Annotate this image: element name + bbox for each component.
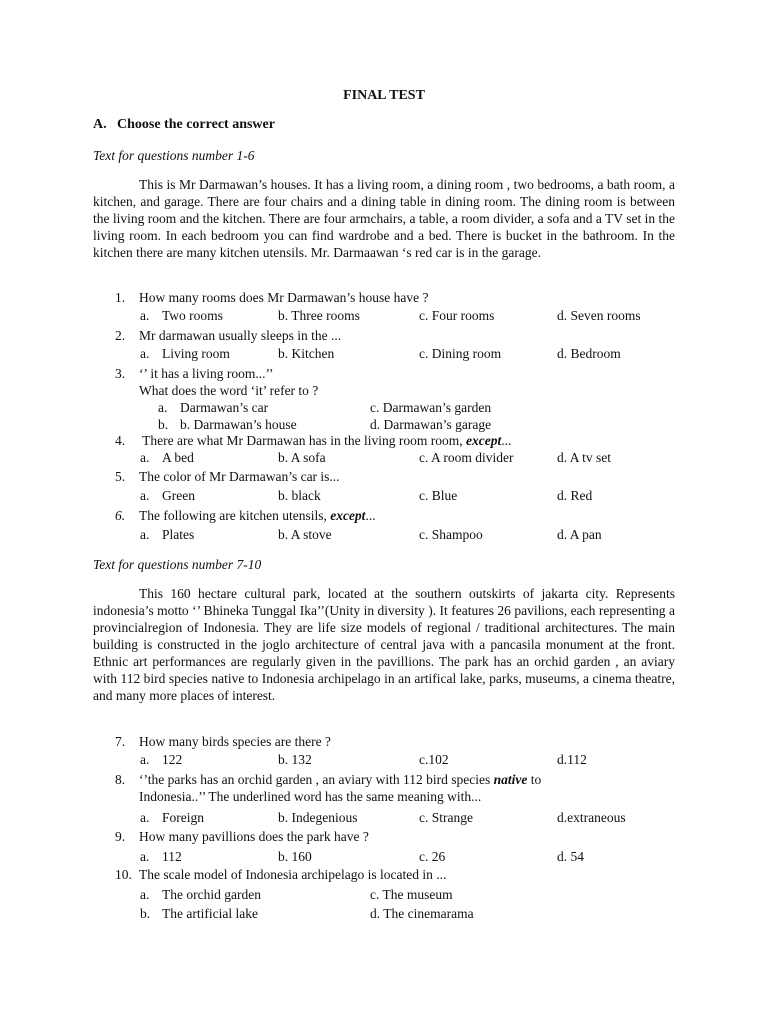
question-1-options (140, 307, 700, 324)
question-text: ‘’ it has a living room...’’ (139, 366, 274, 381)
question-text: The color of Mr Darmawan’s car is... (139, 469, 340, 484)
question-9 (115, 828, 695, 845)
option-b: b. 132 (278, 752, 312, 767)
option-a: a. Foreign (140, 810, 204, 825)
option-c: c. Darmawan’s garden (370, 400, 492, 415)
section-label: Choose the correct answer (117, 117, 275, 132)
question-1 (115, 289, 695, 306)
option-d: d. The cinemarama (370, 906, 474, 921)
option-d: d. Red (557, 488, 593, 503)
question-text: The scale model of Indonesia archipelago is located in ... (139, 867, 447, 882)
question-10-options-row1 (140, 886, 700, 903)
question-text-line2: Indonesia..’’ The underlined word has the same meaning with... (139, 789, 482, 804)
option-d: d. Bedroom (557, 346, 621, 361)
section-letter: A. (93, 117, 107, 132)
option-b: b. A sofa (278, 450, 326, 465)
question-number: 1. (115, 290, 126, 305)
question-5 (115, 468, 695, 485)
option-b: b. black (278, 488, 321, 503)
question-number: 3. (115, 366, 126, 381)
option-d: d. Darmawan’s garage (370, 417, 492, 432)
option-a: a. The orchid garden (140, 887, 261, 902)
question-2-options (140, 345, 700, 362)
option-a: a. Green (140, 488, 195, 503)
question-number: 8. (115, 772, 126, 787)
question-7 (115, 733, 695, 750)
option-c: c. Four rooms (419, 308, 495, 323)
question-10-options-row2 (140, 905, 700, 922)
question-9-options (140, 848, 700, 865)
question-number: 10. (115, 867, 132, 882)
question-number: 5. (115, 469, 126, 484)
option-d: d.extraneous (557, 810, 626, 825)
question-text: There are what Mr Darmawan has in the living room room, (139, 433, 467, 448)
question-6-options (140, 526, 700, 543)
question-text: How many rooms does Mr Darmawan’s house have ? (139, 290, 429, 305)
text1-passage: This is Mr Darmawan’s houses. It has a living room, a dining room , two bedrooms, a bath room, a kitchen, and garage. There are four chairs and a dining table in dining room. The dining room is between the living room and the kitchen. There are four armchairs, a table, a room divider, a sofa and a TV set in the living room. In each bedroom you can find wardrobe and a bed. There is bucket in the bathroom. In the kitchen there are many kitchen utensils. Mr. Darmaawan ‘s red car is in the garage. (93, 177, 675, 260)
option-b: b. Three rooms (278, 308, 360, 323)
question-text-line2: What does the word ‘it’ refer to ? (139, 383, 319, 398)
question-text: Mr darmawan usually sleeps in the ... (139, 328, 342, 343)
option-b: b. A stove (278, 527, 332, 542)
option-a: a. 122 (140, 752, 183, 767)
option-d: d. A pan (557, 527, 602, 542)
option-b: b. The artificial lake (140, 906, 258, 921)
option-d: d. A tv set (557, 450, 612, 465)
option-c: c. Shampoo (419, 527, 483, 542)
question-3-options-row1 (158, 399, 718, 416)
question-number: 6. (115, 508, 126, 523)
option-d: d. Seven rooms (557, 308, 641, 323)
option-a: a. Two rooms (140, 308, 223, 323)
section-heading (93, 117, 275, 133)
question-4: 4. There are what Mr Darmawan has in the living room room, except... (115, 433, 512, 448)
question-3 (115, 365, 695, 399)
question-8-options (140, 809, 700, 826)
question-5-options (140, 487, 700, 504)
option-c: c. A room divider (419, 450, 514, 465)
text2-heading: Text for questions number 7-10 (93, 557, 262, 572)
question-3-options-row2 (158, 416, 718, 433)
option-b: b. b. Darmawan’s house (158, 417, 297, 432)
option-c: c. Dining room (419, 346, 502, 361)
question-emphasis: except (466, 433, 502, 448)
option-a: a. A bed (140, 450, 194, 465)
question-text: The following are kitchen utensils, (139, 508, 331, 523)
question-number: 2. (115, 328, 126, 343)
option-c: c.102 (419, 752, 449, 767)
option-c: c. Strange (419, 810, 473, 825)
question-7-options (140, 751, 700, 768)
option-c: c. 26 (419, 849, 446, 864)
option-a: a. Darmawan’s car (158, 400, 269, 415)
text2-passage: This 160 hectare cultural park, located at the southern outskirts of jakarta city. Represents indonesia’s motto ‘’ Bhineka Tunggal Ika’’(Unity in diversity ). It features 26 pavilions, each representing a provincialregion of Indonesia. They are life size models of regional / traditional architectures. The main building is constructed in the joglo architecture of central java with a pancasila monument at the front. Ethnic art performances are regularly given in the pavillions. The park has an orchid garden , an aviary with 112 bird species native to Indonesia archipelago in an artifical lake, parks, museums, a cinema theatre, and many more places of interest. (93, 586, 675, 703)
question-emphasis: native (493, 772, 528, 787)
question-text: ‘’the parks has an orchid garden , an aviary with 112 bird species (139, 772, 494, 787)
question-number: 7. (115, 734, 126, 749)
option-c: c. Blue (419, 488, 458, 503)
option-b: b. Indegenious (278, 810, 358, 825)
option-c: c. The museum (370, 887, 453, 902)
question-text: How many birds species are there ? (139, 734, 331, 749)
option-a: a. 112 (140, 849, 182, 864)
option-a: a. Plates (140, 527, 195, 542)
question-text: How many pavillions does the park have ? (139, 829, 369, 844)
option-b: b. 160 (278, 849, 312, 864)
question-number: 4. (115, 433, 126, 448)
text1-heading: Text for questions number 1-6 (93, 148, 255, 163)
question-number: 9. (115, 829, 126, 844)
question-2 (115, 327, 695, 344)
question-10 (115, 866, 695, 883)
option-d: d. 54 (557, 849, 584, 864)
option-b: b. Kitchen (278, 346, 335, 361)
page-title: FINAL TEST (343, 88, 425, 103)
question-4-options (140, 449, 700, 466)
question-emphasis: except (330, 508, 366, 523)
question-6: 6. The following are kitchen utensils, except... (115, 508, 376, 523)
option-a: a. Living room (140, 346, 230, 361)
option-d: d.112 (557, 752, 587, 767)
question-8: 8. ‘’the parks has an orchid garden , an aviary with 112 bird species native to Indonesia..’’ The underlined word has the same meaning with... (115, 771, 695, 805)
